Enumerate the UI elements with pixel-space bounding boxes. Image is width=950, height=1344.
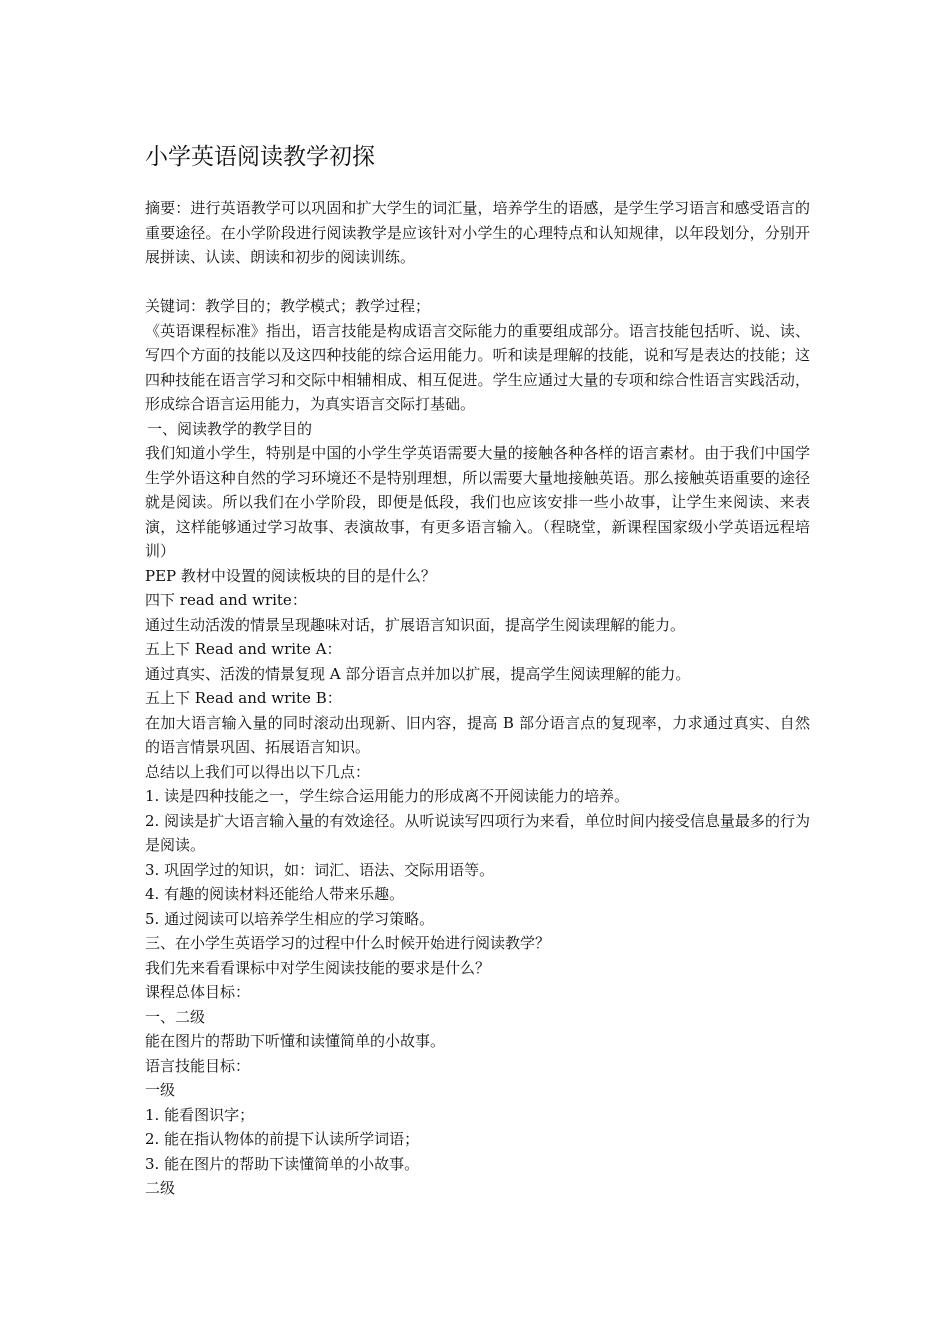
blank-line: [145, 270, 810, 295]
abstract-paragraph: 摘要：进行英语教学可以巩固和扩大学生的词汇量，培养学生的语感，是学生学习语言和感受语言的重要途径。在小学阶段进行阅读教学是应该针对小学生的心理特点和认知规律，以年段划分，分别开展拼读、认读、朗读和初步的阅读训练。: [145, 199, 810, 266]
document-body: [145, 140, 810, 1201]
section3-intro: 我们先来看看课标中对学生阅读技能的要求是什么？: [145, 958, 491, 977]
overall-goal-label: 课程总体目标：: [145, 983, 251, 1001]
grade4-label: 四下 read and write：: [145, 591, 307, 609]
summary-point: 5. 通过阅读可以培养学生相应的学习策略。: [145, 909, 435, 928]
summary-point: 1. 读是四种技能之一，学生综合运用能力的形成离不开阅读能力的培养。: [145, 787, 630, 805]
document-title: 小学英语阅读教学初探: [145, 144, 375, 170]
keywords-line: 关键词：教学目的；教学模式；教学过程；: [145, 297, 431, 315]
grade5b-text: 在加大语言输入量的同时滚动出现新、旧内容，提高 B 部分语言点的复现率，力求通过真实、自然的语言情景巩固、拓展语言知识。: [145, 713, 810, 756]
section1-heading: 一、阅读教学的教学目的: [147, 419, 313, 438]
skill-goal-label: 语言技能目标：: [145, 1056, 251, 1075]
grade5a-label: 五上下 Read and write A：: [145, 640, 342, 658]
level12-text: 能在图片的帮助下听懂和读懂简单的小故事。: [145, 1032, 446, 1050]
level1-point: 3. 能在图片的帮助下读懂简单的小故事。: [145, 1154, 420, 1173]
summary-point: 3. 巩固学过的知识，如：词汇、语法、交际用语等。: [145, 860, 495, 879]
summary-point: 2. 阅读是扩大语言输入量的有效途径。从听说读写四项行为来看，单位时间内接受信息量最多的行为是阅读。: [145, 811, 810, 854]
section1-paragraph: 我们知道小学生，特别是中国的小学生学英语需要大量的接触各种各样的语言素材。由于我们中国学生学外语这种自然的学习环境还不是特别理想，所以需要大量地接触英语。那么接触英语重要的途径就是阅读。所以我们在小学阶段，即便是低段，我们也应该安排一些小故事，让学生来阅读、来表演，这样能够通过学习故事、表演故事，有更多语言输入。（程晓堂，新课程国家级小学英语远程培训）: [145, 444, 810, 560]
intro-paragraph: 《英语课程标准》指出，语言技能是构成语言交际能力的重要组成部分。语言技能包括听、说、读、写四个方面的技能以及这四种技能的综合运用能力。听和读是理解的技能，说和写是表达的技能；这四种技能在语言学习和交际中相辅相成、相互促进。学生应通过大量的专项和综合性语言实践活动，形成综合语言运用能力，为真实语言交际打基础。: [145, 321, 810, 413]
pep-question: PEP 教材中设置的阅读板块的目的是什么？: [145, 566, 436, 585]
grade5a-text: 通过真实、活泼的情景复现 A 部分语言点并加以扩展，提高学生阅读理解的能力。: [145, 664, 691, 683]
grade5b-label: 五上下 Read and write B：: [145, 689, 342, 707]
level12-label: 一、二级: [145, 1007, 206, 1026]
level1-point: 1. 能看图识字；: [145, 1105, 255, 1124]
level1-point: 2. 能在指认物体的前提下认读所学词语；: [145, 1130, 420, 1148]
level2-label: 二级: [145, 1179, 176, 1197]
summary-point: 4. 有趣的阅读材料还能给人带来乐趣。: [145, 885, 405, 903]
section3-heading: 三、在小学生英语学习的过程中什么时候开始进行阅读教学？: [145, 934, 551, 952]
level1-label: 一级: [145, 1081, 176, 1099]
summary-lead: 总结以上我们可以得出以下几点：: [145, 762, 371, 781]
grade4-text: 通过生动活泼的情景呈现趣味对话，扩展语言知识面，提高学生阅读理解的能力。: [145, 615, 686, 634]
